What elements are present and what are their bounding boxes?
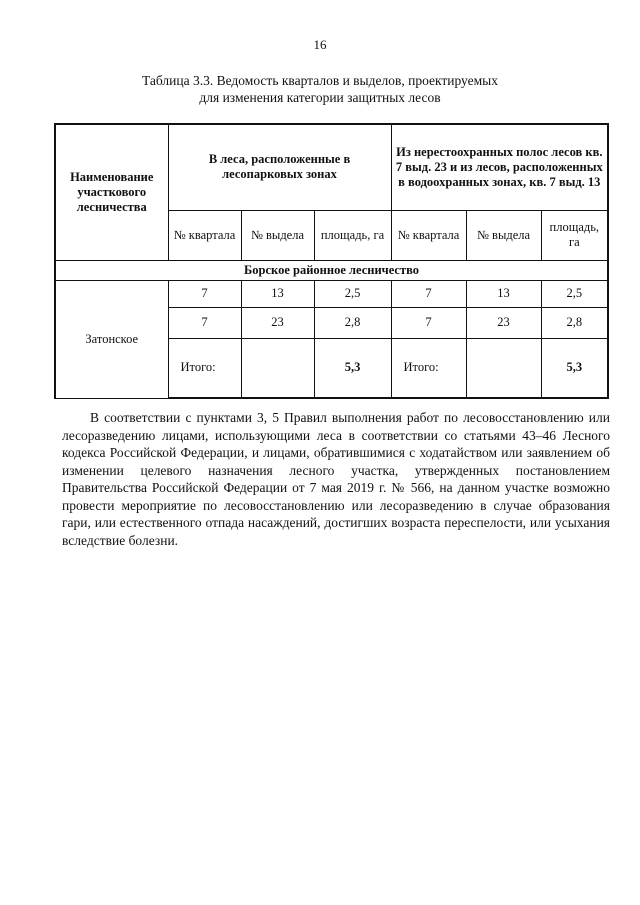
table-caption — [0, 72, 640, 106]
table-cell: 23 — [241, 307, 314, 338]
empty-cell — [241, 338, 314, 398]
empty-cell — [466, 338, 541, 398]
page-number: 16 — [313, 37, 327, 52]
subheader-quarter: № квартала — [168, 210, 241, 260]
table-cell: 2,5 — [541, 280, 608, 307]
header-group-protective: Из нерестоохранных полос лесов кв. 7 выд. 23 и из лесов, расположенных в водоохранных зонах, кв. 7 выд. 13 — [391, 124, 608, 210]
table-cell: 7 — [391, 307, 466, 338]
table-cell: 2,8 — [314, 307, 391, 338]
section-row: Борское районное лесничество — [55, 260, 608, 280]
forestry-name-cell: Затонское — [55, 280, 168, 398]
table-cell: 7 — [391, 280, 466, 307]
subheader-area: площадь, га — [541, 210, 608, 260]
table-cell: 23 — [466, 307, 541, 338]
subheader-area: площадь, га — [314, 210, 391, 260]
subheader-quarter: № квартала — [391, 210, 466, 260]
body-paragraph: В соответствии с пунктами 3, 5 Правил выполнения работ по лесовосстановлению или лесоразведению лицами, использующими леса в соответствии со статьями 43–46 Лесного кодекса Российской Федерации, и лицами, обратившимися с ходатайством или заявлением об изменении целевого назначения лесного участка, утвержденных постановлением Правительства Российской Федерации от 7 мая 2019 г. № 566, на данном участке возможно провести мероприятие по лесовосстановлению или лесоразведению в случае образования гари, или естественного отпада насаждений, достигших возраста переспелости, или усыхания вследствие болезни. — [62, 410, 610, 548]
subheader-plot: № выдела — [241, 210, 314, 260]
table-cell: 13 — [466, 280, 541, 307]
total-value: 5,3 — [314, 338, 391, 398]
table-cell: 2,5 — [314, 280, 391, 307]
table-cell: 7 — [168, 307, 241, 338]
total-label: Итого: — [391, 338, 466, 398]
total-value: 5,3 — [541, 338, 608, 398]
caption-line-1: Таблица 3.3. Ведомость кварталов и выделов, проектируемых — [142, 73, 498, 88]
total-label: Итого: — [168, 338, 241, 398]
table-cell: 7 — [168, 280, 241, 307]
header-group-parks: В леса, расположенные в лесопарковых зонах — [168, 124, 391, 210]
table-cell: 13 — [241, 280, 314, 307]
caption-line-2: для изменения категории защитных лесов — [199, 90, 441, 105]
subheader-plot: № выдела — [466, 210, 541, 260]
forest-quarters-table — [54, 123, 609, 399]
header-forestry-name: Наименование участкового лесничества — [55, 124, 168, 260]
table-cell: 2,8 — [541, 307, 608, 338]
